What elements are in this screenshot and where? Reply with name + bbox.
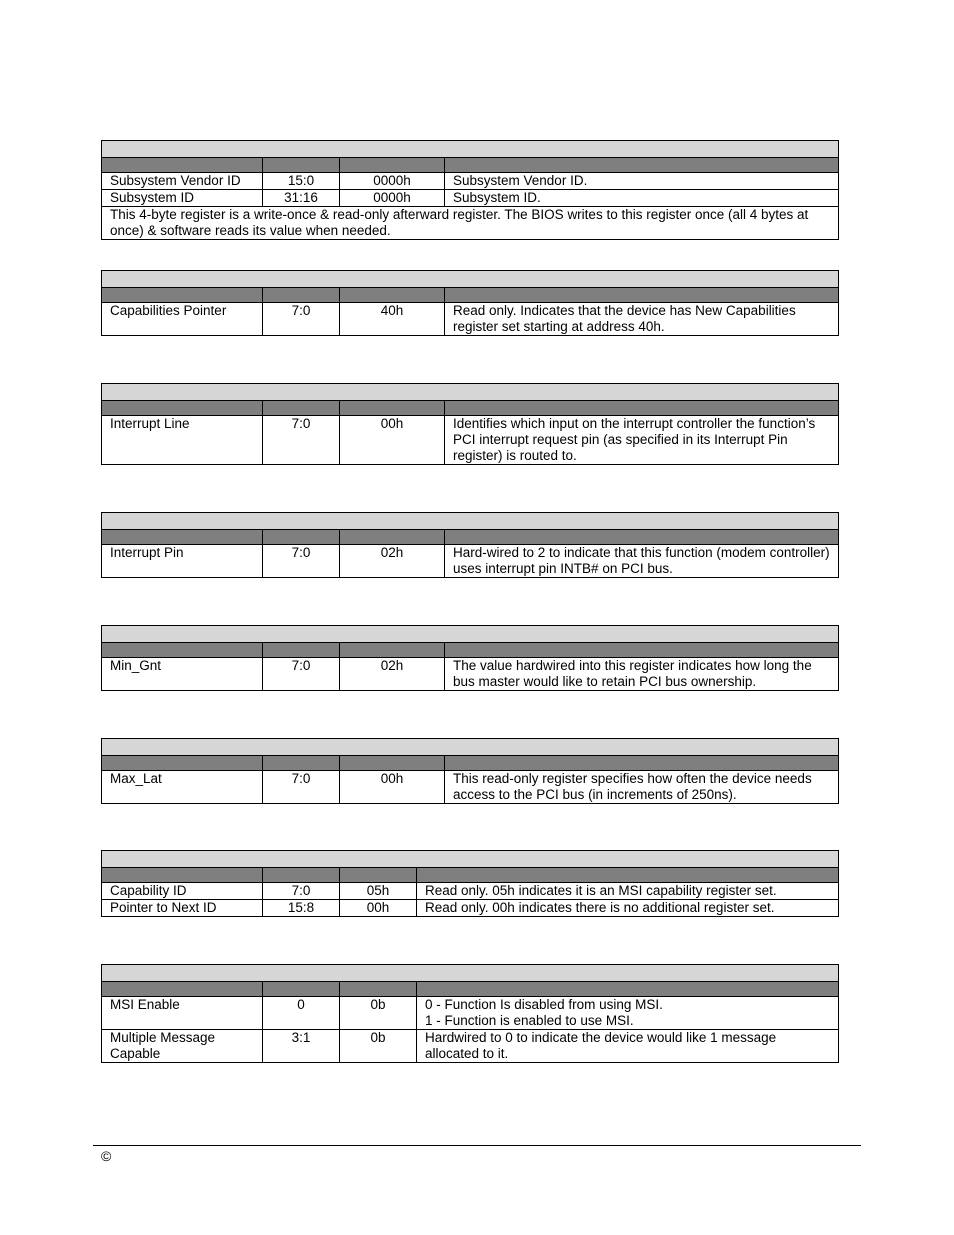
field-bits: 7:0	[263, 303, 340, 336]
table-row	[102, 545, 839, 578]
table-title-bar	[102, 513, 839, 530]
field-default: 0000h	[340, 173, 445, 190]
field-name: Max_Lat	[102, 771, 263, 804]
field-bits: 0	[263, 997, 340, 1030]
field-description: 0 - Function Is disabled from using MSI. 1 - Function is enabled to use MSI.	[417, 997, 839, 1030]
field-default: 02h	[340, 545, 445, 578]
table-header-row	[102, 756, 839, 771]
field-description: Read only. Indicates that the device has New Capabilities register set starting at address 40h.	[445, 303, 839, 336]
field-bits: 7:0	[263, 771, 340, 804]
register-table-interrupt-pin	[101, 512, 839, 578]
field-default: 00h	[340, 771, 445, 804]
field-default: 00h	[340, 900, 417, 917]
field-bits: 15:8	[263, 900, 340, 917]
field-description: The value hardwired into this register indicates how long the bus master would like to retain PCI bus ownership.	[445, 658, 839, 691]
table-note-row	[102, 207, 839, 240]
field-description: Identifies which input on the interrupt controller the function’s PCI interrupt request pin (as specified in its Interrupt Pin register) is routed to.	[445, 416, 839, 465]
field-name: Interrupt Line	[102, 416, 263, 465]
register-table-msi-capability-id	[101, 850, 839, 917]
table-note: This 4-byte register is a write-once & read-only afterward register. The BIOS writes to this register once (all 4 bytes at once) & software reads its value when needed.	[102, 207, 839, 240]
table-row	[102, 997, 839, 1030]
table-header-row	[102, 868, 839, 883]
field-bits: 3:1	[263, 1030, 340, 1063]
table-row	[102, 658, 839, 691]
table-row	[102, 1030, 839, 1063]
table-header-row	[102, 530, 839, 545]
table-row	[102, 303, 839, 336]
table-title-bar	[102, 384, 839, 401]
register-table-interrupt-line	[101, 383, 839, 465]
table-row	[102, 883, 839, 900]
field-name: MSI Enable	[102, 997, 263, 1030]
field-default: 0000h	[340, 190, 445, 207]
field-name: Capabilities Pointer	[102, 303, 263, 336]
table-title-bar	[102, 141, 839, 158]
table-header-row	[102, 288, 839, 303]
field-default: 40h	[340, 303, 445, 336]
table-title-bar	[102, 851, 839, 868]
table-row	[102, 190, 839, 207]
field-description: Hardwired to 0 to indicate the device would like 1 message allocated to it.	[417, 1030, 839, 1063]
register-table-msi-message-control	[101, 964, 839, 1063]
register-table-capabilities-pointer	[101, 270, 839, 336]
field-name: Interrupt Pin	[102, 545, 263, 578]
field-default: 0b	[340, 997, 417, 1030]
field-default: 0b	[340, 1030, 417, 1063]
field-name: Min_Gnt	[102, 658, 263, 691]
register-table-subsystem-id	[101, 140, 839, 240]
field-name: Subsystem Vendor ID	[102, 173, 263, 190]
footer-divider	[93, 1145, 861, 1146]
register-table-max-lat	[101, 738, 839, 804]
field-bits: 31:16	[263, 190, 340, 207]
table-title-bar	[102, 965, 839, 982]
footer-copyright: ©	[101, 1148, 112, 1164]
table-title-bar	[102, 626, 839, 643]
table-row	[102, 173, 839, 190]
table-row	[102, 900, 839, 917]
field-description: Read only. 00h indicates there is no additional register set.	[417, 900, 839, 917]
field-description: Read only. 05h indicates it is an MSI capability register set.	[417, 883, 839, 900]
field-bits: 7:0	[263, 883, 340, 900]
field-bits: 7:0	[263, 658, 340, 691]
field-bits: 15:0	[263, 173, 340, 190]
field-bits: 7:0	[263, 416, 340, 465]
table-title-bar	[102, 739, 839, 756]
field-default: 05h	[340, 883, 417, 900]
table-header-row	[102, 158, 839, 173]
table-row	[102, 416, 839, 465]
register-table-min-gnt	[101, 625, 839, 691]
table-header-row	[102, 643, 839, 658]
field-name: Pointer to Next ID	[102, 900, 263, 917]
field-default: 02h	[340, 658, 445, 691]
field-description: Hard-wired to 2 to indicate that this function (modem controller) uses interrupt pin INTB# on PCI bus.	[445, 545, 839, 578]
table-header-row	[102, 982, 839, 997]
table-header-row	[102, 401, 839, 416]
field-name: Capability ID	[102, 883, 263, 900]
field-name: Subsystem ID	[102, 190, 263, 207]
field-default: 00h	[340, 416, 445, 465]
field-name: Multiple Message Capable	[102, 1030, 263, 1063]
field-description: Subsystem Vendor ID.	[445, 173, 839, 190]
table-row	[102, 771, 839, 804]
table-title-bar	[102, 271, 839, 288]
field-description: This read-only register specifies how often the device needs access to the PCI bus (in increments of 250ns).	[445, 771, 839, 804]
field-description: Subsystem ID.	[445, 190, 839, 207]
field-bits: 7:0	[263, 545, 340, 578]
